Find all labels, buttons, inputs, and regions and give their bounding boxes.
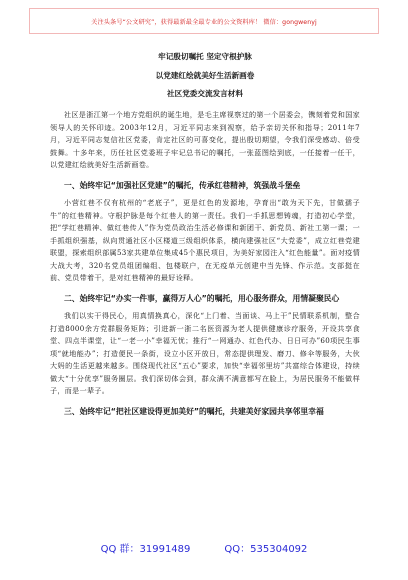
section-heading-3: 三、始终牢记“把社区建设得更加美好”的嘱托，共建美好家园共享邻里幸福 [64, 406, 324, 416]
section-paragraph-2: 我们以实干得民心，用真情换真心，深化“上门着、当面谈、马上干”民情联系机制，整合打造8000余方党群服务矩阵；引进新一浙二名医资源为老人提供健康诊疗服务，开设共享食堂、四点半课堂，让“一老一小”幸福无忧；推行“一网通办、红色代办、日日可办”60项民生事项“就地能办”；打造便民一条街，设立小区开放日，常态提供理发、磨刀、修伞等服务，大伙大妈的生活更越来越多。围绕现代社区“五心”要求，加快“幸福邻里坊”共富综合体建设，持续做大“十分优享”服务圈层。我们深切体会到，群众满不满意都写在脸上，为居民服务不能做样子，而是一辈子。 [50, 311, 360, 395]
footer-qq-group: QQ 群：31991489 [100, 544, 191, 555]
section-paragraph-1: 小营红巷不仅有杭州的“老底子”，更是红色的发源地，孕育出“敢为天下先，甘做孺子牛”的红巷精神。守根护脉是每个红巷人的第一责任。我们一手抓思想铸魂，打造初心学堂，把“学红巷精神、做红巷传人”作为党员政治生活必修课和新团干、新党员、新社工第一课；一手抓组织强基，纵向贯通社区小区楼道三级组织体系，横向建强社区“大党委”，成立红巷党建联盟，探索组织部属53家共建单位集成45个惠民项目，为美好家园注入“红色能量”。面对疫情大战大考，320名党员组团编组、包楼联户，在无疫单元创建中当先锋、作示范。支部挺在前、党员带着干，是对红巷精神的最好诠释。 [50, 198, 360, 282]
section-heading-2: 二、始终牢记“办实一件事，赢得万人心”的嘱托，用心服务群众，用情凝聚民心 [64, 293, 340, 303]
intro-paragraph: 社区是浙江第一个地方党组织的诞生地，是毛主席视察过的第一个居委会，镌刻着党和国家领导人的关怀印迹。2003年12月，习近平同志来到视察，给予亲切关怀和指导；2011年7月，习近平同志复信社区党委，肯定社区的可喜变化，提出殷切期望，令我们深受感动、倍受鼓舞。十多年来，历任社区党委班子牢记总书记的嘱托，一张蓝图绘到底，一任接着一任干，以党建红绘就美好生活新画卷。 [50, 110, 360, 169]
footer-contact [0, 540, 408, 555]
document-body [50, 52, 360, 423]
document-subtitle: 以党建红绘就美好生活新画卷 [155, 71, 255, 80]
document-title: 牢记殷切嘱托 坚定守根护脉 [158, 52, 252, 61]
document-subtitle-2: 社区党委交流发言材料 [167, 89, 243, 98]
top-banner: 关注头条号“公文研究”，获得最新最全最专业的公文资料库！ 微信：gongwenyj [29, 8, 379, 34]
footer-qq: QQ：535304092 [224, 544, 308, 555]
section-heading-1: 一、始终牢记“加强社区党建”的嘱托，传承红巷精神，筑强战斗堡垒 [64, 180, 301, 190]
